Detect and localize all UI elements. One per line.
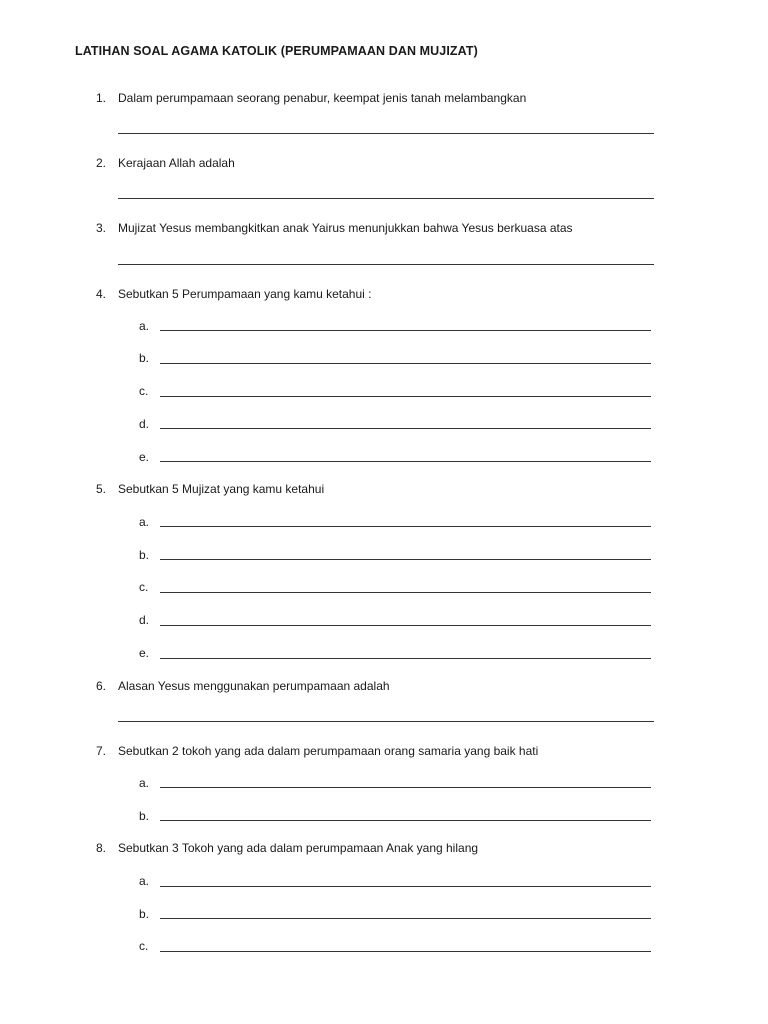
question-text: Sebutkan 5 Mujizat yang kamu ketahui (118, 482, 325, 496)
answer-line[interactable] (118, 264, 654, 265)
sub-answer-line[interactable] (160, 787, 651, 788)
sub-answer-line[interactable] (160, 886, 651, 887)
sub-answer-line[interactable] (160, 461, 651, 462)
sub-item-letter: b. (139, 351, 150, 365)
question-number: 1. (96, 91, 107, 105)
sub-answer-line[interactable] (160, 592, 651, 593)
sub-answer-line[interactable] (160, 559, 651, 560)
sub-answer-line[interactable] (160, 428, 651, 429)
question-number: 7. (96, 744, 107, 758)
sub-item-letter: d. (139, 417, 150, 431)
sub-item-letter: a. (139, 319, 150, 333)
question-text: Alasan Yesus menggunakan perumpamaan adalah (118, 679, 390, 693)
sub-item-letter: e. (139, 646, 150, 660)
sub-item-letter: a. (139, 776, 150, 790)
question-text: Kerajaan Allah adalah (118, 156, 235, 170)
sub-item-letter: c. (139, 384, 149, 398)
sub-item-letter: c. (139, 939, 149, 953)
sub-answer-line[interactable] (160, 625, 651, 626)
sub-item-letter: e. (139, 450, 150, 464)
sub-item-letter: a. (139, 515, 150, 529)
sub-answer-line[interactable] (160, 526, 651, 527)
question-number: 5. (96, 482, 107, 496)
sub-answer-line[interactable] (160, 918, 651, 919)
answer-line[interactable] (118, 133, 654, 134)
question-text: Mujizat Yesus membangkitkan anak Yairus menunjukkan bahwa Yesus berkuasa atas (118, 221, 573, 235)
sub-item-letter: a. (139, 874, 150, 888)
sub-item-letter: b. (139, 548, 150, 562)
sub-answer-line[interactable] (160, 658, 651, 659)
question-text: Sebutkan 5 Perumpamaan yang kamu ketahui : (118, 287, 372, 301)
sub-item-letter: b. (139, 907, 150, 921)
answer-line[interactable] (118, 721, 654, 722)
question-number: 8. (96, 841, 107, 855)
page-title: LATIHAN SOAL AGAMA KATOLIK (PERUMPAMAAN DAN MUJIZAT) (75, 44, 478, 58)
sub-answer-line[interactable] (160, 363, 651, 364)
sub-answer-line[interactable] (160, 951, 651, 952)
answer-line[interactable] (118, 198, 654, 199)
sub-item-letter: d. (139, 613, 150, 627)
question-number: 2. (96, 156, 107, 170)
question-number: 4. (96, 287, 107, 301)
question-text: Sebutkan 2 tokoh yang ada dalam perumpamaan orang samaria yang baik hati (118, 744, 539, 758)
sub-answer-line[interactable] (160, 330, 651, 331)
sub-item-letter: b. (139, 809, 150, 823)
question-text: Sebutkan 3 Tokoh yang ada dalam perumpamaan Anak yang hilang (118, 841, 479, 855)
question-text: Dalam perumpamaan seorang penabur, keempat jenis tanah melambangkan (118, 91, 527, 105)
question-number: 6. (96, 679, 107, 693)
sub-answer-line[interactable] (160, 820, 651, 821)
question-number: 3. (96, 221, 107, 235)
sub-item-letter: c. (139, 580, 149, 594)
sub-answer-line[interactable] (160, 396, 651, 397)
